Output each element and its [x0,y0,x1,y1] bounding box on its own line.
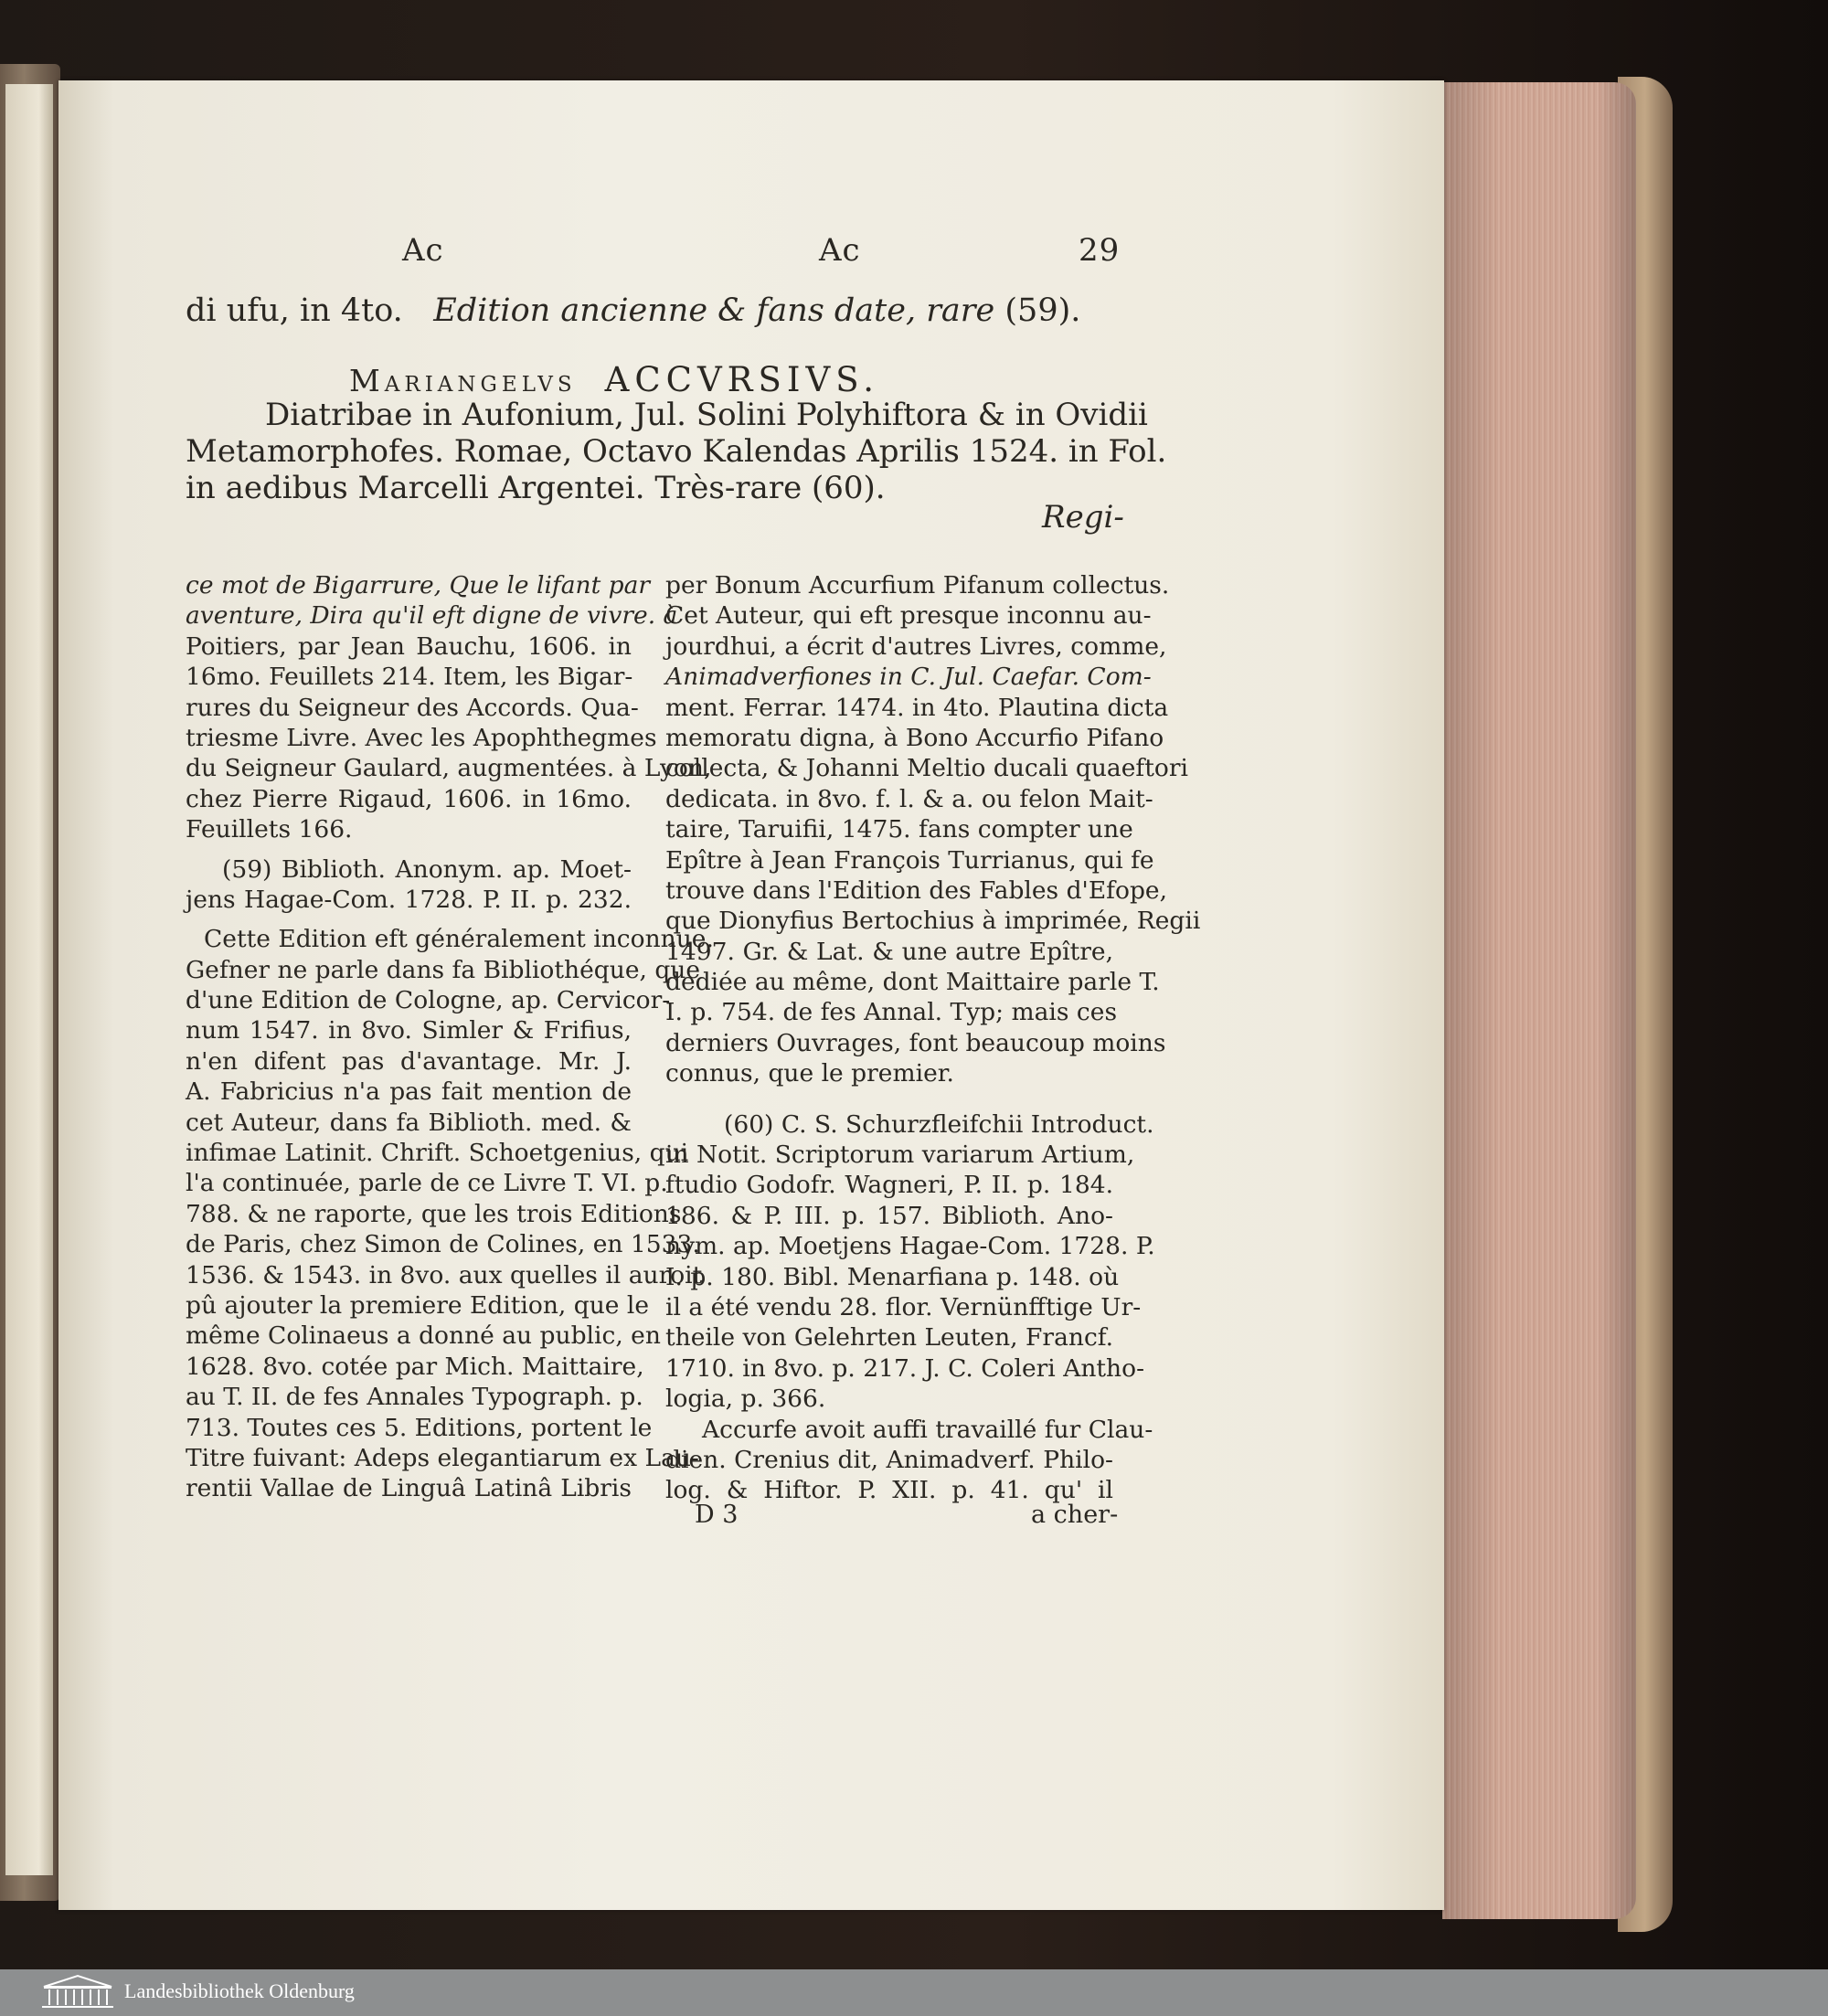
left-line: cet Auteur, dans fa Biblioth. med. & [186,1108,632,1137]
left-line: 788. & ne raporte, que les trois Editions [186,1199,682,1228]
left-line: Cette Edition eft généralement inconnue. [204,925,714,954]
right-line: jourdhui, a écrit d'autres Livres, comme, [665,631,1167,661]
left-line: Gefner ne parle dans fa Bibliothéque, que [186,955,701,984]
book-title-line-1: Diatribae in Aufonium, Jul. Solini Polyhiftora & in Ovidii [265,397,1148,433]
left-line: ce mot de Bigarrure, Que le lifant par [186,571,651,599]
running-head-center: Ac [819,232,861,269]
left-line: 1536. & 1543. in 8vo. aux quelles il auroit [186,1260,703,1289]
right-line: Cet Auteur, qui eft presque inconnu au- [665,601,1152,631]
footnote-59-line: jens Hagae-Com. 1728. P. II. p. 232. [186,885,632,914]
footnote-60-line: 186. & P. III. p. 157. Biblioth. Ano- [665,1201,1113,1230]
right-line: ment. Ferrar. 1474. in 4to. Plautina dicta [665,693,1169,722]
catchword-top: Regi- [1042,499,1124,536]
right-line: derniers Ouvrages, font beaucoup moins [665,1028,1166,1057]
book-title-line-2: Metamorphofes. Romae, Octavo Kalendas Aprilis 1524. in Fol. [186,433,1167,470]
catchword-bottom: a cher- [1031,1501,1119,1529]
entry-surname: ACCVRSIVS. [604,360,880,399]
left-line: n'en difent pas d'avantage. Mr. J. [186,1046,632,1076]
right-line: dien. Crenius dit, Animadverf. Philo- [665,1445,1113,1474]
paragraph-gap [665,1089,1113,1109]
footnote-60-line: ftudio Godofr. Wagneri, P. II. p. 184. [665,1171,1113,1200]
signature-mark: D 3 [695,1501,739,1529]
footnote-59-line: (59) Biblioth. Anonym. ap. Moet- [222,854,632,884]
left-line: A. Fabricius n'a pas fait mention de [186,1077,632,1107]
right-line: collecta, & Johanni Meltio ducali quaeftori [665,754,1188,783]
left-line: rentii Vallae de Linguâ Latinâ Libris [186,1474,632,1503]
book-title-line-3: in aedibus Marcelli Argentei. Très-rare (60). [186,470,886,506]
fore-edge-shade [1442,82,1636,1919]
right-line: Accurfe avoit auffi travaillé fur Clau- [702,1415,1153,1444]
left-line: triesme Livre. Avec les Apophthegmes [186,723,657,752]
left-line: au T. II. de fes Annales Typograph. p. [186,1383,643,1412]
footnote-60-line: theile von Gelehrten Leuten, Francf. [665,1323,1114,1353]
left-line: aventure, Dira qu'il eft digne de vivre. à [186,601,678,631]
left-line: pû ajouter la premiere Edition, que le [186,1290,650,1320]
library-name: Landesbibliothek Oldenburg [124,1979,355,2002]
left-line: Feuillets 166. [186,815,353,844]
right-line: I. p. 754. de fes Annal. Typ; mais ces [665,998,1118,1027]
right-line: log. & Hiftor. P. XII. p. 41. qu' il [665,1476,1113,1505]
entry-forename: Mariangelvs [349,363,577,398]
left-line: du Seigneur Gaulard, augmentées. à Lyon, [186,754,712,783]
left-line: l'a continuée, parle de ce Livre T. VI. p. [186,1169,668,1198]
left-line: chez Pierre Rigaud, 1606. in 16mo. [186,784,632,813]
right-line: per Bonum Accurfium Pifanum collectus. [665,571,1170,599]
right-line: Animadverfiones in C. Jul. Caefar. Com- [665,663,1152,692]
right-line: que Dionyfius Bertochius à imprimée, Regii [665,907,1201,936]
left-line: infimae Latinit. Chrift. Schoetgenius, qui [186,1139,689,1168]
continuation-italic: Edition ancienne & fans date, rare [433,292,995,329]
continuation-plain: di ufu, in 4to. [186,292,403,329]
left-line: 713. Toutes ces 5. Editions, portent le [186,1413,653,1442]
left-line: de Paris, chez Simon de Colines, en 1533. [186,1230,700,1259]
right-line: taire, Taruifii, 1475. fans compter une [665,815,1133,844]
paragraph-gap [186,845,632,854]
footnote-60-line: 1710. in 8vo. p. 217. J. C. Coleri Antho- [665,1353,1145,1383]
right-line: dediée au même, dont Maittaire parle T. [665,968,1160,997]
entry-heading [349,360,879,399]
left-line: rures du Seigneur des Accords. Qua- [186,693,639,722]
running-head-left: Ac [402,232,444,269]
footnote-60-line: I. p. 180. Bibl. Menarfiana p. 148. où [665,1262,1120,1291]
right-line: connus, que le premier. [665,1059,954,1088]
left-column [186,570,714,1504]
footnote-60-line: (60) C. S. Schurzfleifchii Introduct. [724,1109,1154,1139]
footnote-60-line: in Notit. Scriptorum variarum Artium, [665,1141,1135,1170]
left-line: num 1547. in 8vo. Simler & Frifius, [186,1016,632,1045]
left-line: d'une Edition de Cologne, ap. Cervicor- [186,986,671,1015]
left-line: 16mo. Feuillets 214. Item, les Bigar- [186,663,633,692]
right-line: trouve dans l'Edition des Fables d'Efope, [665,875,1168,905]
left-line: Poitiers, par Jean Bauchu, 1606. in [186,631,632,661]
footnote-60-line: logia, p. 366. [665,1385,826,1414]
left-line: 1628. 8vo. cotée par Mich. Maittaire, [186,1352,644,1381]
right-line: 1497. Gr. & Lat. & une autre Epître, [665,937,1113,966]
footnote-60-line: nym. ap. Moetjens Hagae-Com. 1728. P. [665,1232,1155,1261]
left-page-edge [5,84,53,1875]
library-building-icon [40,1974,115,2011]
footnote-ref-59: (59). [1004,292,1081,329]
left-line: même Colinaeus a donné au public, en [186,1321,661,1351]
continuation-line [186,292,1080,329]
page-number: 29 [1079,232,1121,269]
paragraph-gap [186,915,632,924]
right-line: memoratu digna, à Bono Accurfio Pifano [665,723,1164,752]
right-column [665,570,1201,1506]
footnote-60-line: il a été vendu 28. flor. Vernünfftige Ur- [665,1292,1142,1321]
left-line: Titre fuivant: Adeps elegantiarum ex Lau- [186,1443,699,1472]
right-line: dedicata. in 8vo. f. l. & a. ou felon Mait- [665,784,1153,813]
right-line: Epître à Jean François Turrianus, qui fe [665,845,1154,875]
